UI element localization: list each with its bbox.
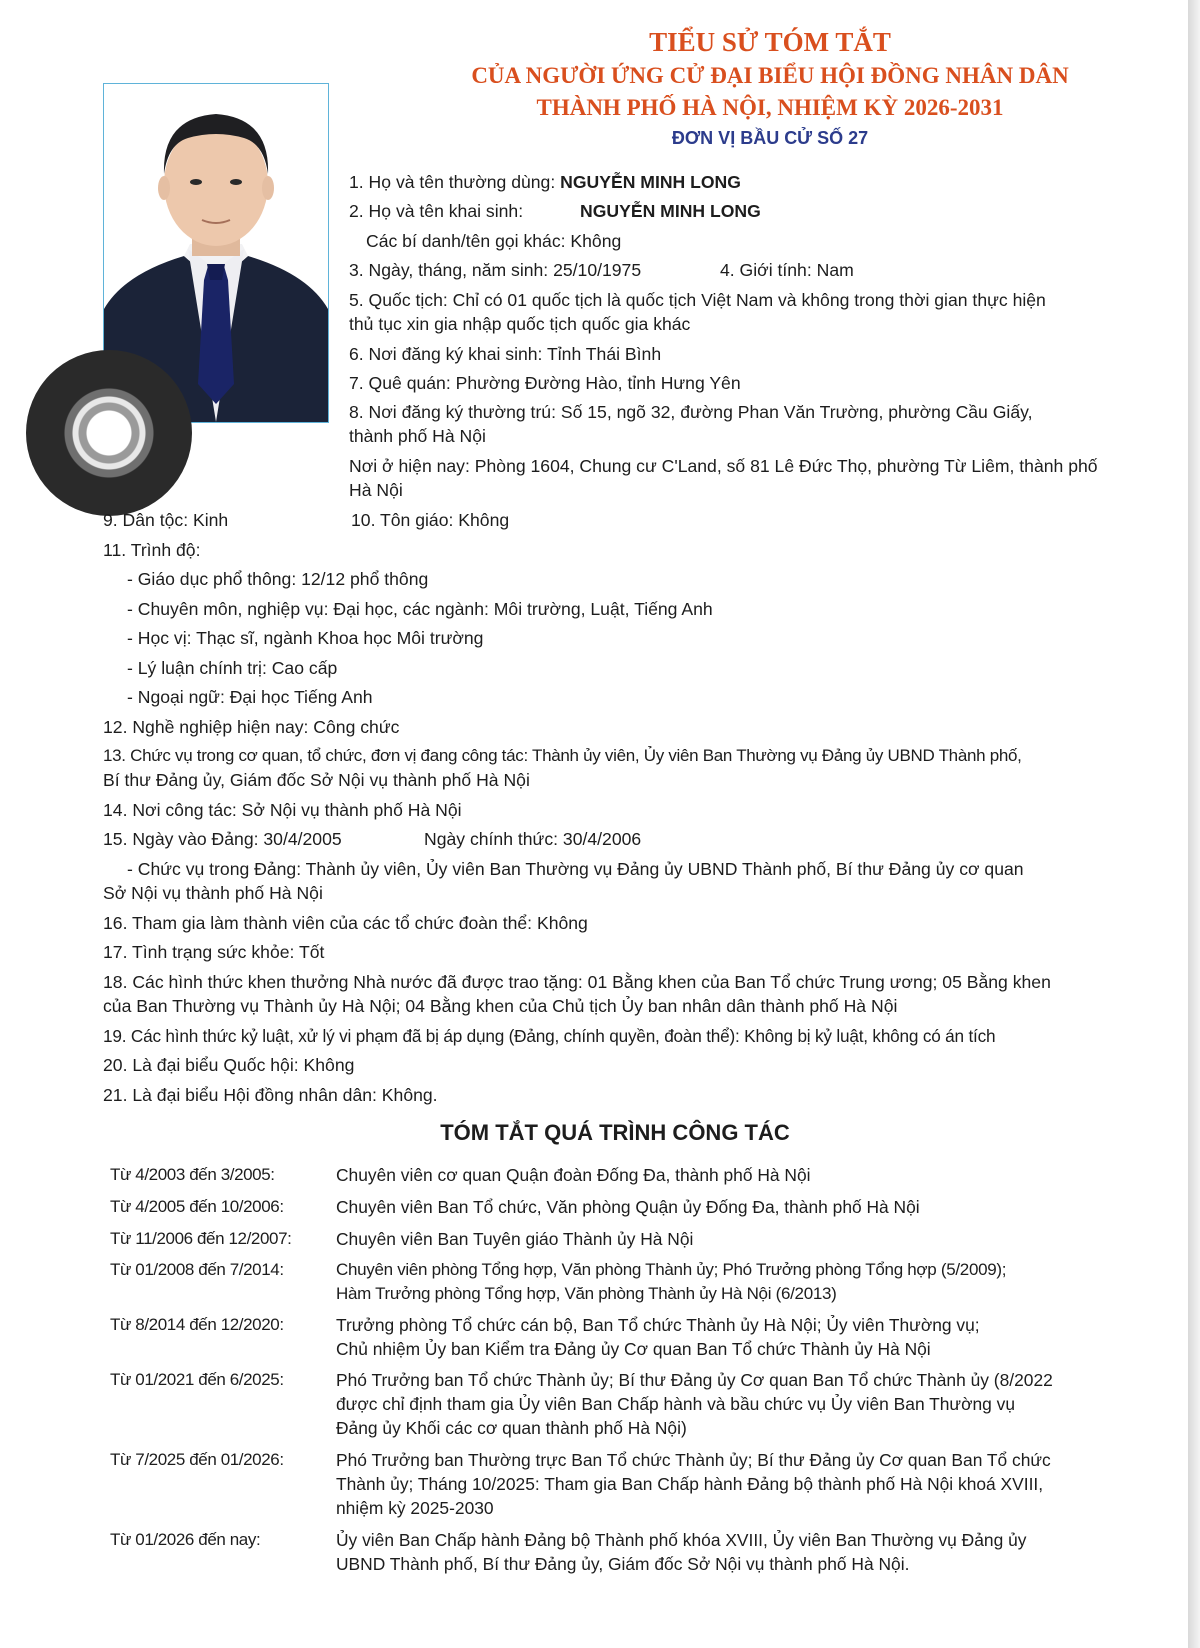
work-description-line: nhiệm kỳ 2025-2030 bbox=[336, 1498, 494, 1518]
work-period: Từ 01/2021 đến 6/2025: bbox=[110, 1370, 284, 1389]
field-awards-cont: của Ban Thường vụ Thành ủy Hà Nội; 04 Bằng khen của Chủ tịch Ủy ban nhân dân thành phố Hà Nội bbox=[103, 996, 898, 1016]
field-current-address: Nơi ở hiện nay: Phòng 1604, Chung cư C'Land, số 81 Lê Đức Thọ, phường Từ Liêm, thành phố bbox=[349, 456, 1098, 476]
field-awards: 18. Các hình thức khen thưởng Nhà nước đã được trao tặng: 01 Bằng khen của Ban Tổ chức Trung ương; 05 Bằng khen bbox=[103, 972, 1051, 992]
document-subtitle: CỦA NGƯỜI ỨNG CỬ ĐẠI BIỂU HỘI ĐỒNG NHÂN DÂN bbox=[471, 63, 1069, 88]
field-edu-politics: - Lý luận chính trị: Cao cấp bbox=[127, 658, 338, 678]
work-description bbox=[336, 1313, 1116, 1361]
field-edu-general: - Giáo dục phổ thông: 12/12 phổ thông bbox=[127, 569, 429, 589]
field-birth-name-label: 2. Họ và tên khai sinh: bbox=[349, 201, 524, 221]
work-period: Từ 7/2025 đến 01/2026: bbox=[110, 1450, 284, 1469]
page-edge bbox=[1188, 0, 1200, 1648]
work-description-line: Chuyên viên Ban Tổ chức, Văn phòng Quận ủy Đống Đa, thành phố Hà Nội bbox=[336, 1197, 920, 1217]
field-common-name bbox=[349, 170, 741, 194]
work-description-line: Chuyên viên cơ quan Quận đoàn Đống Đa, thành phố Hà Nội bbox=[336, 1165, 811, 1185]
work-history-heading: TÓM TẮT QUÁ TRÌNH CÔNG TÁC bbox=[440, 1120, 790, 1145]
field-permanent-address-cont: thành phố Hà Nội bbox=[349, 426, 486, 446]
work-description bbox=[336, 1195, 1116, 1219]
field-hometown: 7. Quê quán: Phường Đường Hào, tỉnh Hưng Yên bbox=[349, 373, 741, 393]
work-period: Từ 01/2008 đến 7/2014: bbox=[110, 1260, 284, 1279]
document-title: TIỂU SỬ TÓM TẮT bbox=[649, 27, 891, 57]
work-period: Từ 8/2014 đến 12/2020: bbox=[110, 1315, 284, 1334]
field-occupation: 12. Nghề nghiệp hiện nay: Công chức bbox=[103, 717, 400, 737]
work-description-line: Ủy viên Ban Chấp hành Đảng bộ Thành phố khóa XVIII, Ủy viên Ban Thường vụ Đảng ủy bbox=[336, 1530, 1027, 1550]
work-description bbox=[336, 1163, 1116, 1187]
work-description bbox=[336, 1258, 1116, 1306]
work-description bbox=[336, 1448, 1116, 1520]
field-edu-language: - Ngoại ngữ: Đại học Tiếng Anh bbox=[127, 687, 373, 707]
field-nationality: 5. Quốc tịch: Chỉ có 01 quốc tịch là quốc tịch Việt Nam và không trong thời gian thực hiện bbox=[349, 290, 1046, 310]
field-aliases: Các bí danh/tên gọi khác: Không bbox=[366, 231, 622, 251]
work-description-line: Trưởng phòng Tổ chức cán bộ, Ban Tổ chức Thành ủy Hà Nội; Ủy viên Thường vụ; bbox=[336, 1315, 980, 1335]
stamp-seal bbox=[26, 350, 192, 516]
field-ethnicity: 9. Dân tộc: Kinh bbox=[103, 510, 229, 530]
field-current-address-cont: Hà Nội bbox=[349, 480, 403, 500]
field-common-name-label: 1. Họ và tên thường dùng: bbox=[349, 172, 556, 192]
field-council-delegate: 21. Là đại biểu Hội đồng nhân dân: Không. bbox=[103, 1085, 438, 1105]
field-party-official: Ngày chính thức: 30/4/2006 bbox=[424, 829, 642, 849]
field-religion: 10. Tôn giáo: Không bbox=[351, 510, 510, 530]
field-edu-major: - Chuyên môn, nghiệp vụ: Đại học, các ngành: Môi trường, Luật, Tiếng Anh bbox=[127, 599, 713, 619]
field-education-label: 11. Trình độ: bbox=[103, 540, 201, 560]
field-mass-org: 16. Tham gia làm thành viên của các tổ chức đoàn thể: Không bbox=[103, 913, 588, 933]
field-permanent-address: 8. Nơi đăng ký thường trú: Số 15, ngõ 32, đường Phan Văn Trường, phường Cầu Giấy, bbox=[349, 402, 1033, 422]
field-edu-degree: - Học vị: Thạc sĩ, ngành Khoa học Môi trường bbox=[127, 628, 484, 648]
field-position-cont: Bí thư Đảng ủy, Giám đốc Sở Nội vụ thành phố Hà Nội bbox=[103, 770, 530, 790]
work-period: Từ 4/2003 đến 3/2005: bbox=[110, 1165, 275, 1184]
work-period: Từ 01/2026 đến nay: bbox=[110, 1530, 261, 1549]
field-position: 13. Chức vụ trong cơ quan, tổ chức, đơn vị đang công tác: Thành ủy viên, Ủy viên Ban Thường vụ Đảng ủy UBND Thành phố, bbox=[103, 746, 1022, 765]
work-description-line: Chuyên viên phòng Tổng hợp, Văn phòng Thành ủy; Phó Trưởng phòng Tổng hợp (5/2009); bbox=[336, 1260, 1007, 1279]
work-description-line: Chuyên viên Ban Tuyên giáo Thành ủy Hà Nội bbox=[336, 1229, 694, 1249]
field-party-position-cont: Sở Nội vụ thành phố Hà Nội bbox=[103, 883, 323, 903]
work-description bbox=[336, 1528, 1116, 1576]
work-description-line: Hàm Trưởng phòng Tổng hợp, Văn phòng Thành ủy Hà Nội (6/2013) bbox=[336, 1284, 837, 1303]
work-description bbox=[336, 1227, 1116, 1251]
field-workplace: 14. Nơi công tác: Sở Nội vụ thành phố Hà Nội bbox=[103, 800, 462, 820]
electoral-unit: ĐƠN VỊ BẦU CỬ SỐ 27 bbox=[671, 128, 869, 148]
document-subtitle-term: THÀNH PHỐ HÀ NỘI, NHIỆM KỲ 2026-2031 bbox=[536, 95, 1004, 120]
field-na-delegate: 20. Là đại biểu Quốc hội: Không bbox=[103, 1055, 355, 1075]
work-description-line: UBND Thành phố, Bí thư Đảng ủy, Giám đốc Sở Nội vụ thành phố Hà Nội. bbox=[336, 1554, 910, 1574]
work-description-line: được chỉ định tham gia Ủy viên Ban Chấp hành và bầu chức vụ Ủy viên Ban Thường vụ bbox=[336, 1394, 1016, 1414]
field-common-name-value: NGUYỄN MINH LONG bbox=[560, 172, 741, 192]
field-party-join: 15. Ngày vào Đảng: 30/4/2005 bbox=[103, 829, 342, 849]
field-party-position: - Chức vụ trong Đảng: Thành ủy viên, Ủy viên Ban Thường vụ Đảng ủy UBND Thành phố, Bí thư Đảng ủy cơ quan bbox=[127, 859, 1024, 879]
field-discipline: 19. Các hình thức kỷ luật, xử lý vi phạm đã bị áp dụng (Đảng, chính quyền, đoàn thể): Không bị kỷ luật, không có án tích bbox=[103, 1026, 996, 1046]
work-description bbox=[336, 1368, 1116, 1440]
work-description-line: Chủ nhiệm Ủy ban Kiểm tra Đảng ủy Cơ quan Ban Tổ chức Thành ủy Hà Nội bbox=[336, 1339, 931, 1359]
field-birth-name-value: NGUYỄN MINH LONG bbox=[580, 201, 761, 221]
field-gender: 4. Giới tính: Nam bbox=[720, 260, 854, 280]
work-description-line: Đảng ủy Khối các cơ quan thành phố Hà Nội) bbox=[336, 1418, 687, 1438]
field-health: 17. Tình trạng sức khỏe: Tốt bbox=[103, 942, 325, 962]
work-description-line: Thành ủy; Tháng 10/2025: Tham gia Ban Chấp hành Đảng bộ thành phố Hà Nội khoá XVIII, bbox=[336, 1474, 1044, 1494]
field-dob: 3. Ngày, tháng, năm sinh: 25/10/1975 bbox=[349, 260, 642, 280]
work-description-line: Phó Trưởng ban Thường trực Ban Tổ chức Thành ủy; Bí thư Đảng ủy Cơ quan Ban Tổ chức bbox=[336, 1450, 1051, 1470]
work-description-line: Phó Trưởng ban Tổ chức Thành ủy; Bí thư Đảng ủy Cơ quan Ban Tổ chức Thành ủy (8/2022 bbox=[336, 1370, 1053, 1390]
field-birth-name bbox=[349, 199, 523, 223]
work-period: Từ 11/2006 đến 12/2007: bbox=[110, 1229, 292, 1248]
work-period: Từ 4/2005 đến 10/2006: bbox=[110, 1197, 284, 1216]
field-nationality-cont: thủ tục xin gia nhập quốc tịch quốc gia khác bbox=[349, 314, 691, 334]
field-birth-registration: 6. Nơi đăng ký khai sinh: Tỉnh Thái Bình bbox=[349, 344, 662, 364]
